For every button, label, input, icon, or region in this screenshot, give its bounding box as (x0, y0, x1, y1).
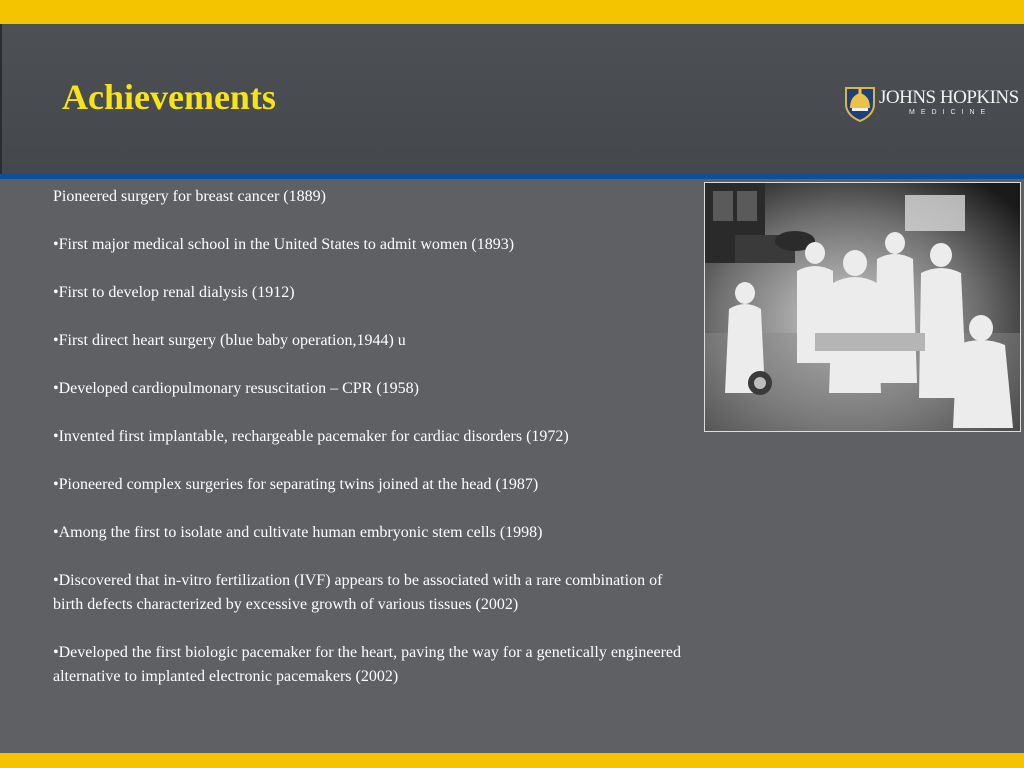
achievement-item: •First direct heart surgery (blue baby operation,1944) u (53, 332, 406, 349)
header-divider (0, 174, 1024, 179)
achievement-item: •First to develop renal dialysis (1912) (53, 284, 295, 301)
achievement-item: •Developed cardiopulmonary resuscitation – CPR (1958) (53, 380, 419, 397)
achievement-item: •First major medical school in the United States to admit women (1893) (53, 236, 515, 253)
logo-subtitle: MEDICINE (909, 109, 992, 116)
dome-shield-icon (843, 84, 877, 122)
achievement-item: •Invented first implantable, rechargeable pacemaker for cardiac disorders (1972) (53, 428, 569, 445)
achievement-item: •Discovered that in-vitro fertilization (IVF) appears to be associated with a rare combination of birth defects characterized by excessive growth of various tissues (2002) (53, 572, 663, 613)
bottom-accent-bar (0, 753, 1024, 768)
logo-wordmark: JOHNS HOPKINS (879, 87, 1019, 108)
achievement-item: •Among the first to isolate and cultivate human embryonic stem cells (1998) (53, 524, 543, 541)
top-accent-bar (0, 0, 1024, 24)
historic-surgery-photo (704, 182, 1021, 432)
slide-title: Achievements (62, 77, 276, 117)
achievement-item: Pioneered surgery for breast cancer (1889) (53, 188, 326, 205)
achievement-item: •Developed the first biologic pacemaker for the heart, paving the way for a genetically engineered alternative to implanted electronic pacemakers (2002) (53, 644, 681, 685)
achievement-item: •Pioneered complex surgeries for separating twins joined at the head (1987) (53, 476, 539, 493)
johns-hopkins-logo (843, 84, 1019, 124)
achievements-list (53, 185, 693, 713)
